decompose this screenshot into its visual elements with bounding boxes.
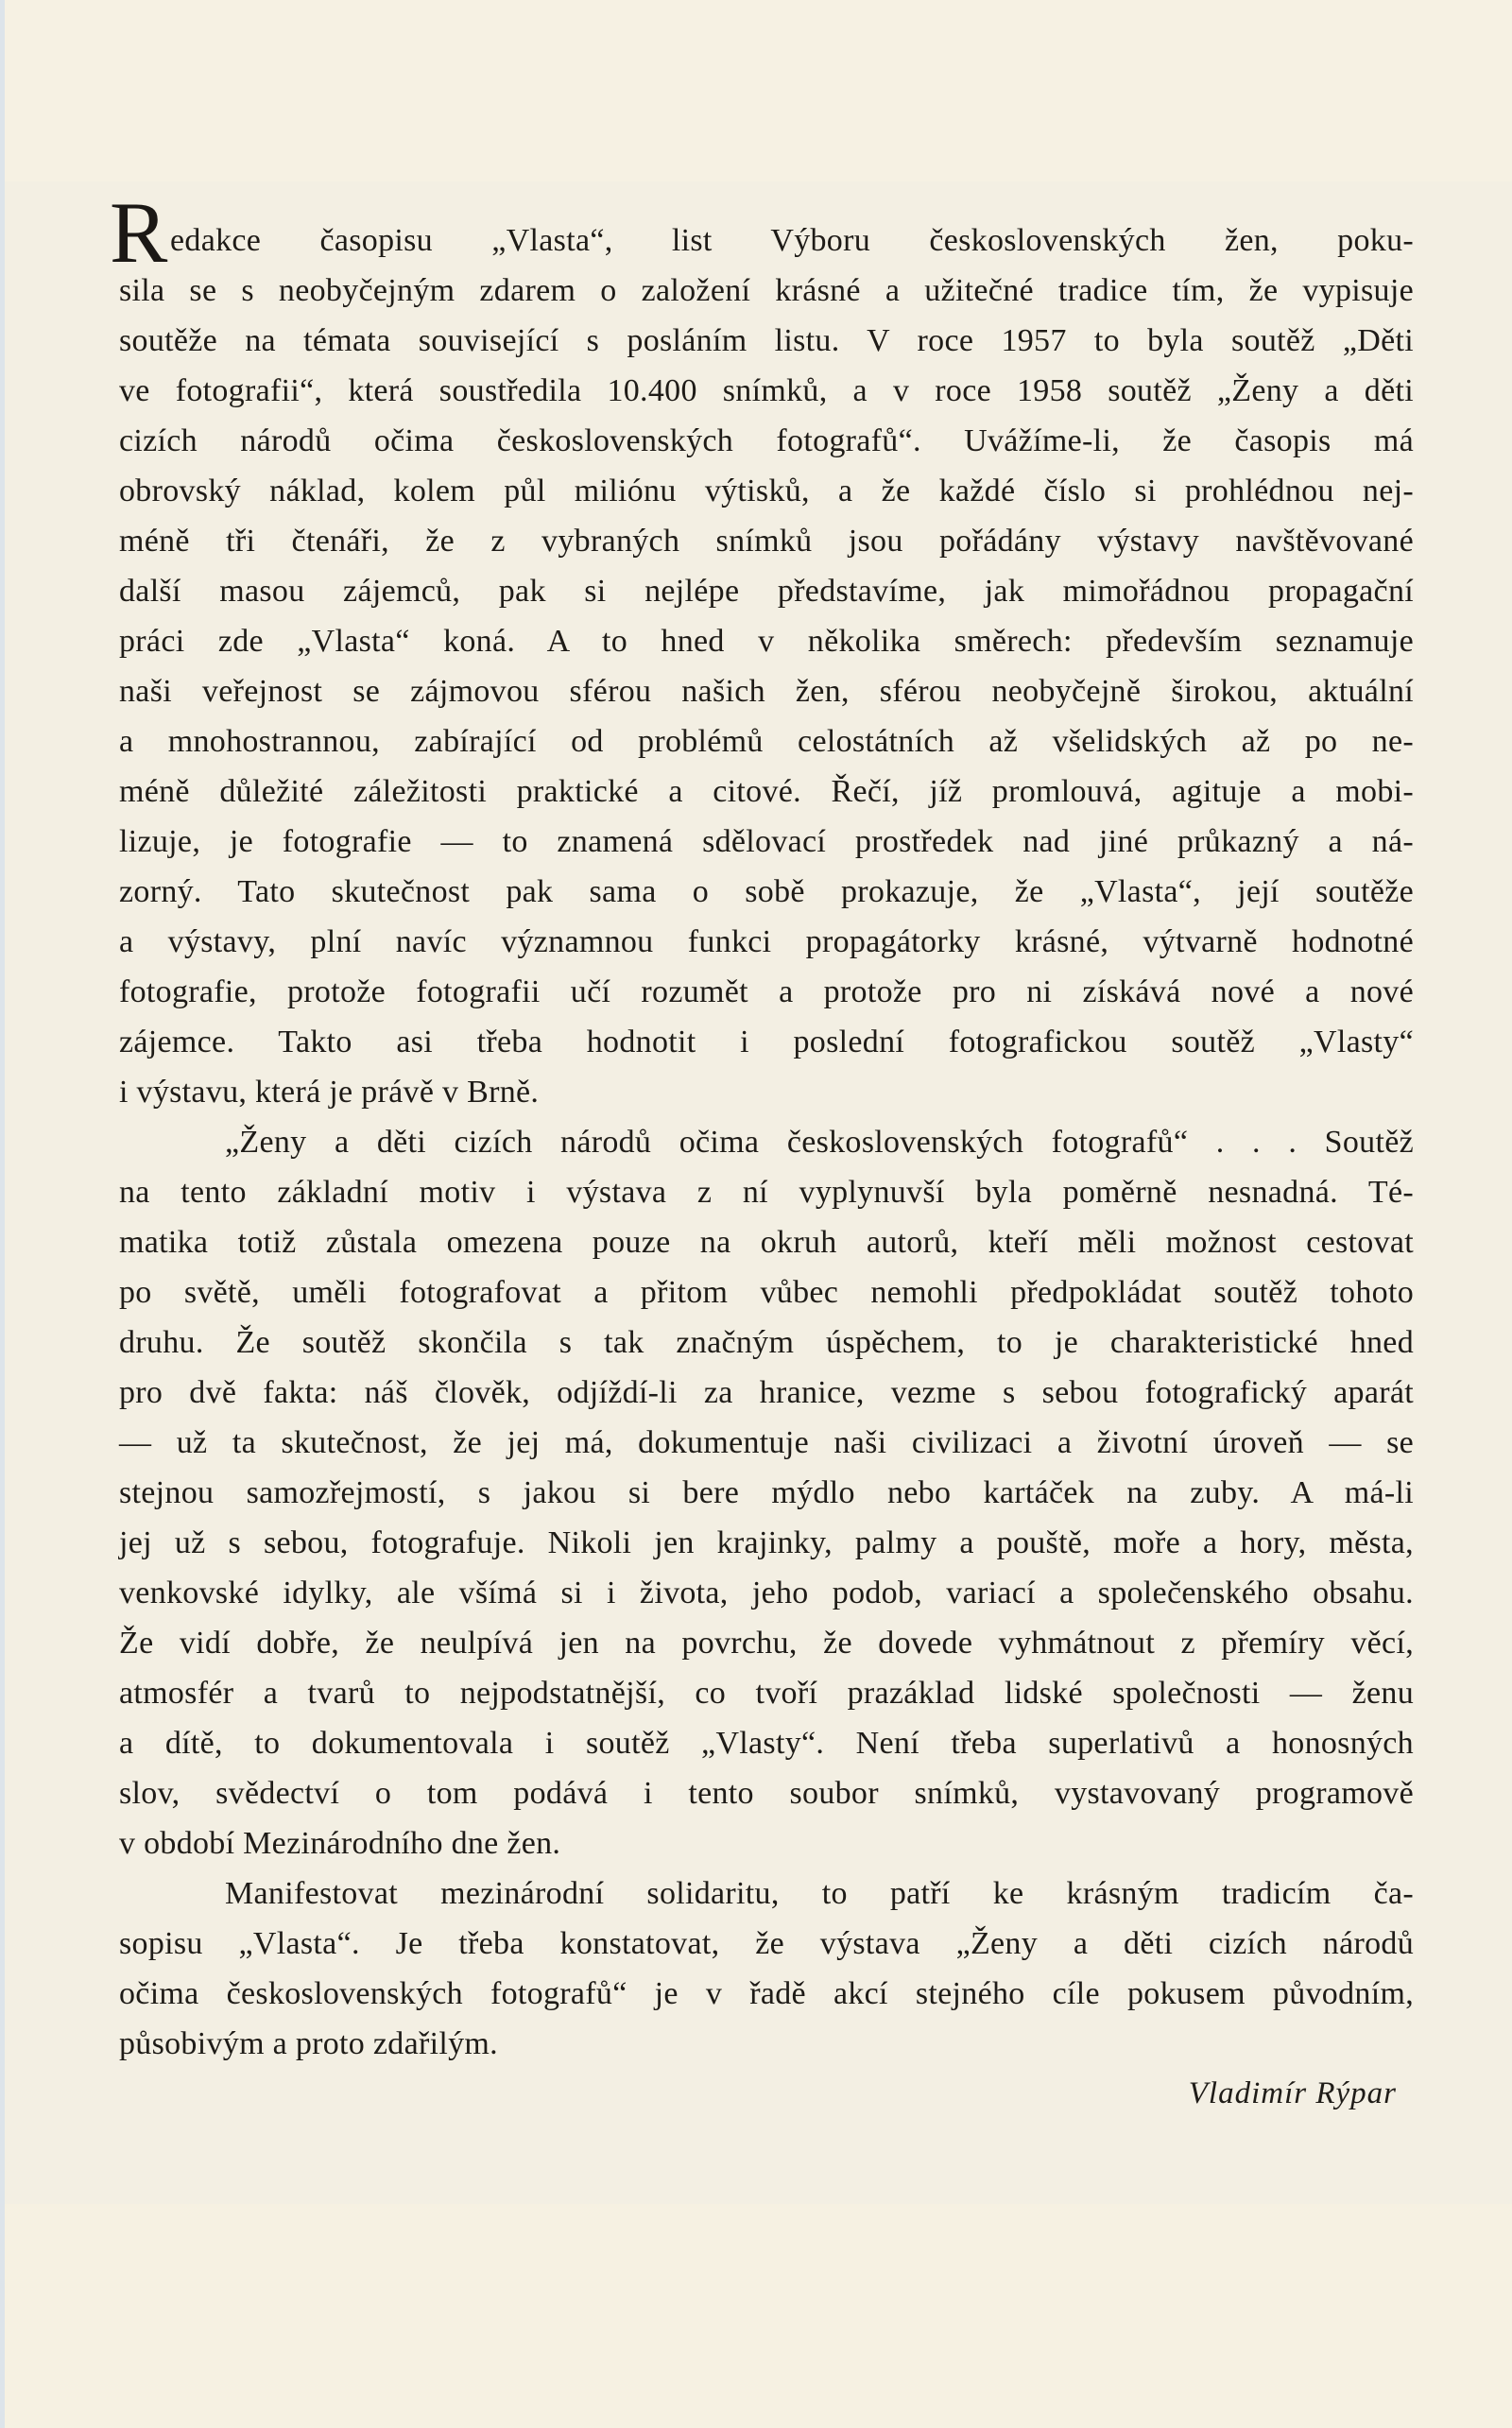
- paragraph-1: [110, 184, 1414, 1117]
- text-line: druhu. Že soutěž skončila s tak značným úspěchem, to je charakteristické hned: [119, 1325, 1414, 1360]
- text-line: „Ženy a děti cizích národů očima československých fotografů“ . . . Soutěž: [225, 1125, 1414, 1160]
- text-line: venkovské idylky, ale všímá si i života, jeho podob, variací a společenského obsahu.: [119, 1576, 1414, 1610]
- text-line: na tento základní motiv i výstava z ní vyplynuvší byla poměrně nesnadná. Té-: [119, 1175, 1414, 1210]
- article: [110, 184, 1414, 2118]
- text-line: a výstavy, plní navíc významnou funkci propagátorky krásné, výtvarně hodnotné: [119, 924, 1414, 959]
- scan-edge: [0, 0, 5, 2428]
- text-line: očima československých fotografů“ je v řadě akcí stejného cíle pokusem původním,: [119, 1976, 1414, 2011]
- text-line: sila se s neobyčejným zdarem o založení krásné a užitečné tradice tím, že vypisuje: [119, 273, 1414, 308]
- text-line: méně důležité záležitosti praktické a citové. Řečí, jíž promlouvá, agituje a mobi-: [119, 774, 1414, 809]
- text-line: další masou zájemců, pak si nejlépe představíme, jak mimořádnou propagační: [119, 574, 1414, 609]
- drop-cap: R: [110, 184, 168, 281]
- text-line: méně tři čtenáři, že z vybraných snímků jsou pořádány výstavy navštěvované: [119, 524, 1414, 559]
- text-line: sopisu „Vlasta“. Je třeba konstatovat, že výstava „Ženy a děti cizích národů: [119, 1926, 1414, 1961]
- text-line: cizích národů očima československých fotografů“. Uvážíme-li, že časopis má: [119, 423, 1414, 458]
- text-line: a dítě, to dokumentovala i soutěž „Vlasty“. Není třeba superlativů a honosných: [119, 1726, 1414, 1761]
- text-line: působivým a proto zdařilým.: [119, 2026, 498, 2061]
- text-line: obrovský náklad, kolem půl miliónu výtisků, a že každé číslo si prohlédnou nej-: [119, 474, 1414, 508]
- text-line: Že vidí dobře, že neulpívá jen na povrchu, že dovede vyhmátnout z přemíry věcí,: [119, 1626, 1414, 1661]
- text-line: stejnou samozřejmostí, s jakou si bere mýdlo nebo kartáček na zuby. A má-li: [119, 1475, 1414, 1510]
- text-line: pro dvě fakta: náš člověk, odjíždí-li za hranice, vezme s sebou fotografický aparát: [119, 1375, 1414, 1410]
- text-line: [110, 184, 1414, 281]
- text-line: lizuje, je fotografie — to znamená sdělovací prostředek nad jiné průkazný a ná-: [119, 824, 1414, 859]
- text-line: v období Mezinárodního dne žen.: [119, 1826, 561, 1861]
- page-margin-bottom: [0, 2204, 1512, 2428]
- text-line: naši veřejnost se zájmovou sférou našich žen, sférou neobyčejně širokou, aktuální: [119, 674, 1414, 709]
- text-line: — už ta skutečnost, že jej má, dokumentuje naši civilizaci a životní úroveň — se: [119, 1425, 1414, 1460]
- text-line: matika totiž zůstala omezena pouze na okruh autorů, kteří měli možnost cestovat: [119, 1225, 1414, 1260]
- text-line: fotografie, protože fotografii učí rozumět a protože pro ni získává nové a nové: [119, 974, 1414, 1009]
- text-line: jej už s sebou, fotografuje. Nikoli jen krajinky, palmy a pouště, moře a hory, města,: [119, 1525, 1414, 1560]
- text-line: zájemce. Takto asi třeba hodnotit i poslední fotografickou soutěž „Vlasty“: [119, 1025, 1414, 1059]
- text-line: po světě, uměli fotografovat a přitom vůbec nemohli předpokládat soutěž tohoto: [119, 1275, 1414, 1310]
- text-line-content: edakce časopisu „Vlasta“, list Výboru československých žen, poku-: [170, 223, 1414, 258]
- text-line: i výstavu, která je právě v Brně.: [119, 1075, 540, 1110]
- text-line: atmosfér a tvarů to nejpodstatnější, co tvoří prazáklad lidské společnosti — ženu: [119, 1676, 1414, 1711]
- paragraph-3: [119, 1868, 1414, 2069]
- text-line: zorný. Tato skutečnost pak sama o sobě prokazuje, že „Vlasta“, její soutěže: [119, 874, 1414, 909]
- text-line: a mnohostrannou, zabírající od problémů celostátních až všelidských až po ne-: [119, 724, 1414, 759]
- author-signature: Vladimír Rýpar: [1188, 2076, 1397, 2110]
- text-line: práci zde „Vlasta“ koná. A to hned v několika směrech: především seznamuje: [119, 624, 1414, 659]
- page-margin-top: [0, 0, 1512, 181]
- text-line: soutěže na témata související s posláním listu. V roce 1957 to byla soutěž „Děti: [119, 323, 1414, 358]
- text-line: ve fotografii“, která soustředila 10.400 snímků, a v roce 1958 soutěž „Ženy a děti: [119, 373, 1414, 408]
- text-line: Manifestovat mezinárodní solidaritu, to patří ke krásným tradicím ča-: [225, 1876, 1414, 1911]
- text-line: slov, svědectví o tom podává i tento soubor snímků, vystavovaný programově: [119, 1776, 1414, 1811]
- paragraph-2: [119, 1117, 1414, 1868]
